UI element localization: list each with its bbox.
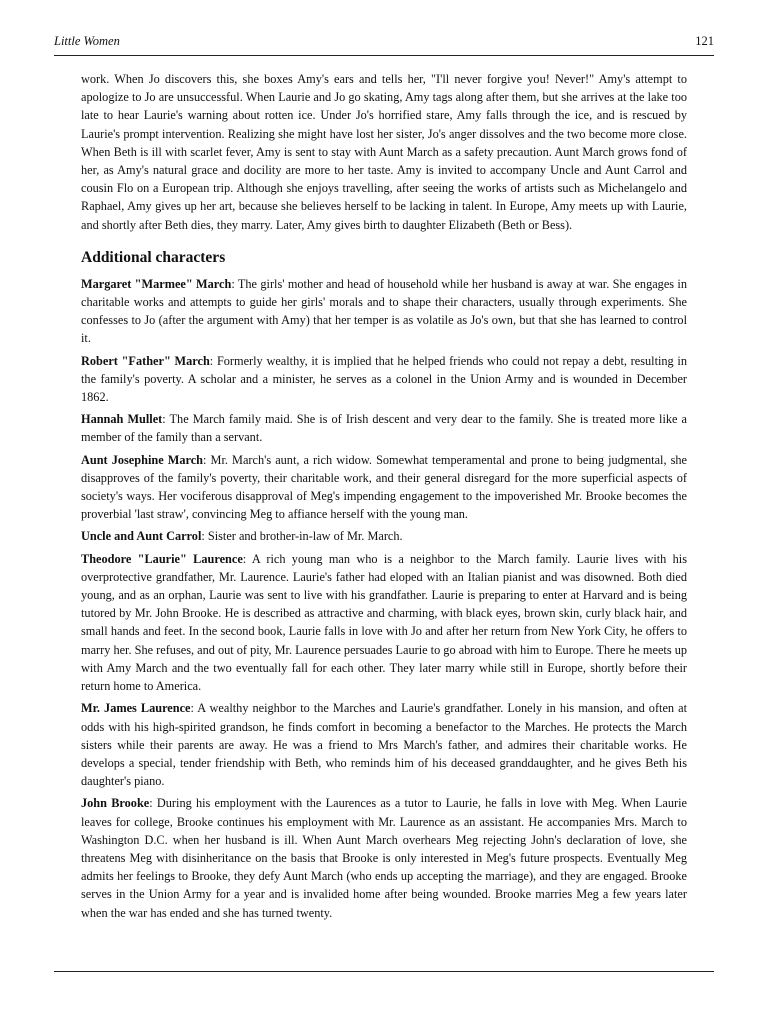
character-description: : A rich young man who is a neighbor to the March family. Laurie lives with his overprotective grandfather, Mr. Laurence. Laurie's father had eloped with an Italian pianist and was disowned. Both died young, and as an orphan, Laurie was sent to live with his grandfather. Laurie is preparing to enter at Harvard and is being tutored by Mr. John Brooke. He is described as attractive and charming, with black eyes, brown skin, curly black hair, and small hands and feet. In the second book, Laurie falls in love with Jo and after her return from New York City, he offers to marry her. She refuses, and out of pity, Mr. Laurence persuades Laurie to go abroad with him to Europe. There he meets up with Amy March and the two eventually fall for each other. They later marry while still in Europe, shortly before their return home to America. — [81, 551, 687, 694]
character-description: : During his employment with the Laurences as a tutor to Laurie, he falls in love with Meg. When Laurie leaves for college, Brooke continues his employment with Mr. Laurence as an assistant. He accompanies Mrs. March to Washington D.C. when her husband is ill. When Aunt March overhears Meg rejecting John's declaration of love, she threatens Meg with disinheritance on the basis that Brooke is only interested in Meg's future prospects. Eventually Meg admits her feelings to Brooke, they defy Aunt March (who ends up accepting the marriage), and they are engaged. Brooke serves in the Union Army for a year and is invalided home after being wounded. Brooke marries Meg a few years later when the war has ended and she has turned twenty. — [81, 796, 687, 920]
character-entry — [81, 352, 687, 407]
character-name: Aunt Josephine March — [81, 452, 204, 467]
character-entry — [81, 794, 687, 921]
page-body — [81, 70, 687, 926]
character-description: : Mr. March's aunt, a rich widow. Somewhat temperamental and prone to being judgmental, she disapproves of the family's poverty, their charitable work, and their general disregard for the more superficial aspects of society's ways. Her vociferous disapproval of Meg's impending engagement to the impoverished Mr. Brooke becomes the proverbial 'last straw', convincing Meg to affiance herself with the young man. — [81, 452, 687, 522]
character-name: Uncle and Aunt Carrol — [81, 529, 202, 544]
character-description: : Formerly wealthy, it is implied that he helped friends who could not repay a debt, resulting in the family's poverty. A scholar and a minister, he serves as a colonel in the Union Army and is wounded in December 1862. — [81, 353, 687, 405]
section-heading: Additional characters — [81, 248, 226, 266]
character-name: Hannah Mullet — [81, 412, 163, 427]
character-entry — [81, 275, 687, 348]
header-book-title: Little Women — [54, 34, 120, 48]
character-name: Margaret "Marmee" March — [81, 276, 232, 291]
character-entry — [81, 550, 687, 696]
character-description: : Sister and brother-in-law of Mr. March. — [201, 529, 403, 544]
running-header — [54, 34, 714, 54]
footer-divider — [54, 971, 714, 972]
intro-paragraph: work. When Jo discovers this, she boxes Amy's ears and tells her, "I'll never forgive you! Never!" Amy's attempt to apologize to Jo are unsuccessful. When Laurie and Jo go skating, Amy tags along after them, but she arrives at the lake too late to hear Laurie's warning about rotten ice. Under Jo's horrified stare, Amy falls through the ice, and is rescued by Laurie's prompt intervention. Realizing she might have lost her sister, Jo's anger dissolves and the two become more close. When Beth is ill with scarlet fever, Amy is sent to stay with Aunt March as a safety precaution. Aunt March grows fond of her, as Amy's natural grace and docility are more to her taste. Amy is invited to accompany Uncle and Aunt Carrol and cousin Flo on a European trip. Although she enjoys travelling, after seeing the works of artists such as Michelangelo and Raphael, Amy gives up her art, because she believes herself to be lacking in talent. In Europe, Amy meets up with Laurie, and shortly after Beth dies, they marry. Later, Amy gives birth to daughter Elizabeth (Beth or Bess). — [81, 72, 687, 232]
character-description: : The March family maid. She is of Irish descent and very dear to the family. She is treated more like a member of the family than a servant. — [81, 412, 687, 445]
character-description: : The girls' mother and head of household while her husband is away at war. She engages in charitable works and attempts to guide her girls' morals and to shape their characters, usually through experiments. She confesses to Jo (after the argument with Amy) that her temper is as volatile as Jo's own, but that she has learned to control it. — [81, 276, 687, 346]
character-name: Theodore "Laurie" Laurence — [81, 551, 243, 566]
character-entry — [81, 699, 687, 790]
character-entry — [81, 527, 687, 545]
header-divider — [54, 55, 714, 56]
character-name: Robert "Father" March — [81, 353, 210, 368]
character-entry — [81, 410, 687, 446]
character-name: Mr. James Laurence — [81, 701, 191, 716]
header-page-number: 121 — [695, 34, 714, 48]
character-entry — [81, 451, 687, 524]
character-description: : A wealthy neighbor to the Marches and Laurie's grandfather. Lonely in his mansion, and often at odds with his high-spirited grandson, he finds comfort in becoming a benefactor to the Marches. He protects the March sisters while their parents are away. He was a friend to Mrs March's father, and admires their charitable works. He develops a special, tender friendship with Beth, who reminds him of his deceased granddaughter, and he gives Beth his daughter's piano. — [81, 701, 687, 789]
character-name: John Brooke — [81, 796, 150, 811]
